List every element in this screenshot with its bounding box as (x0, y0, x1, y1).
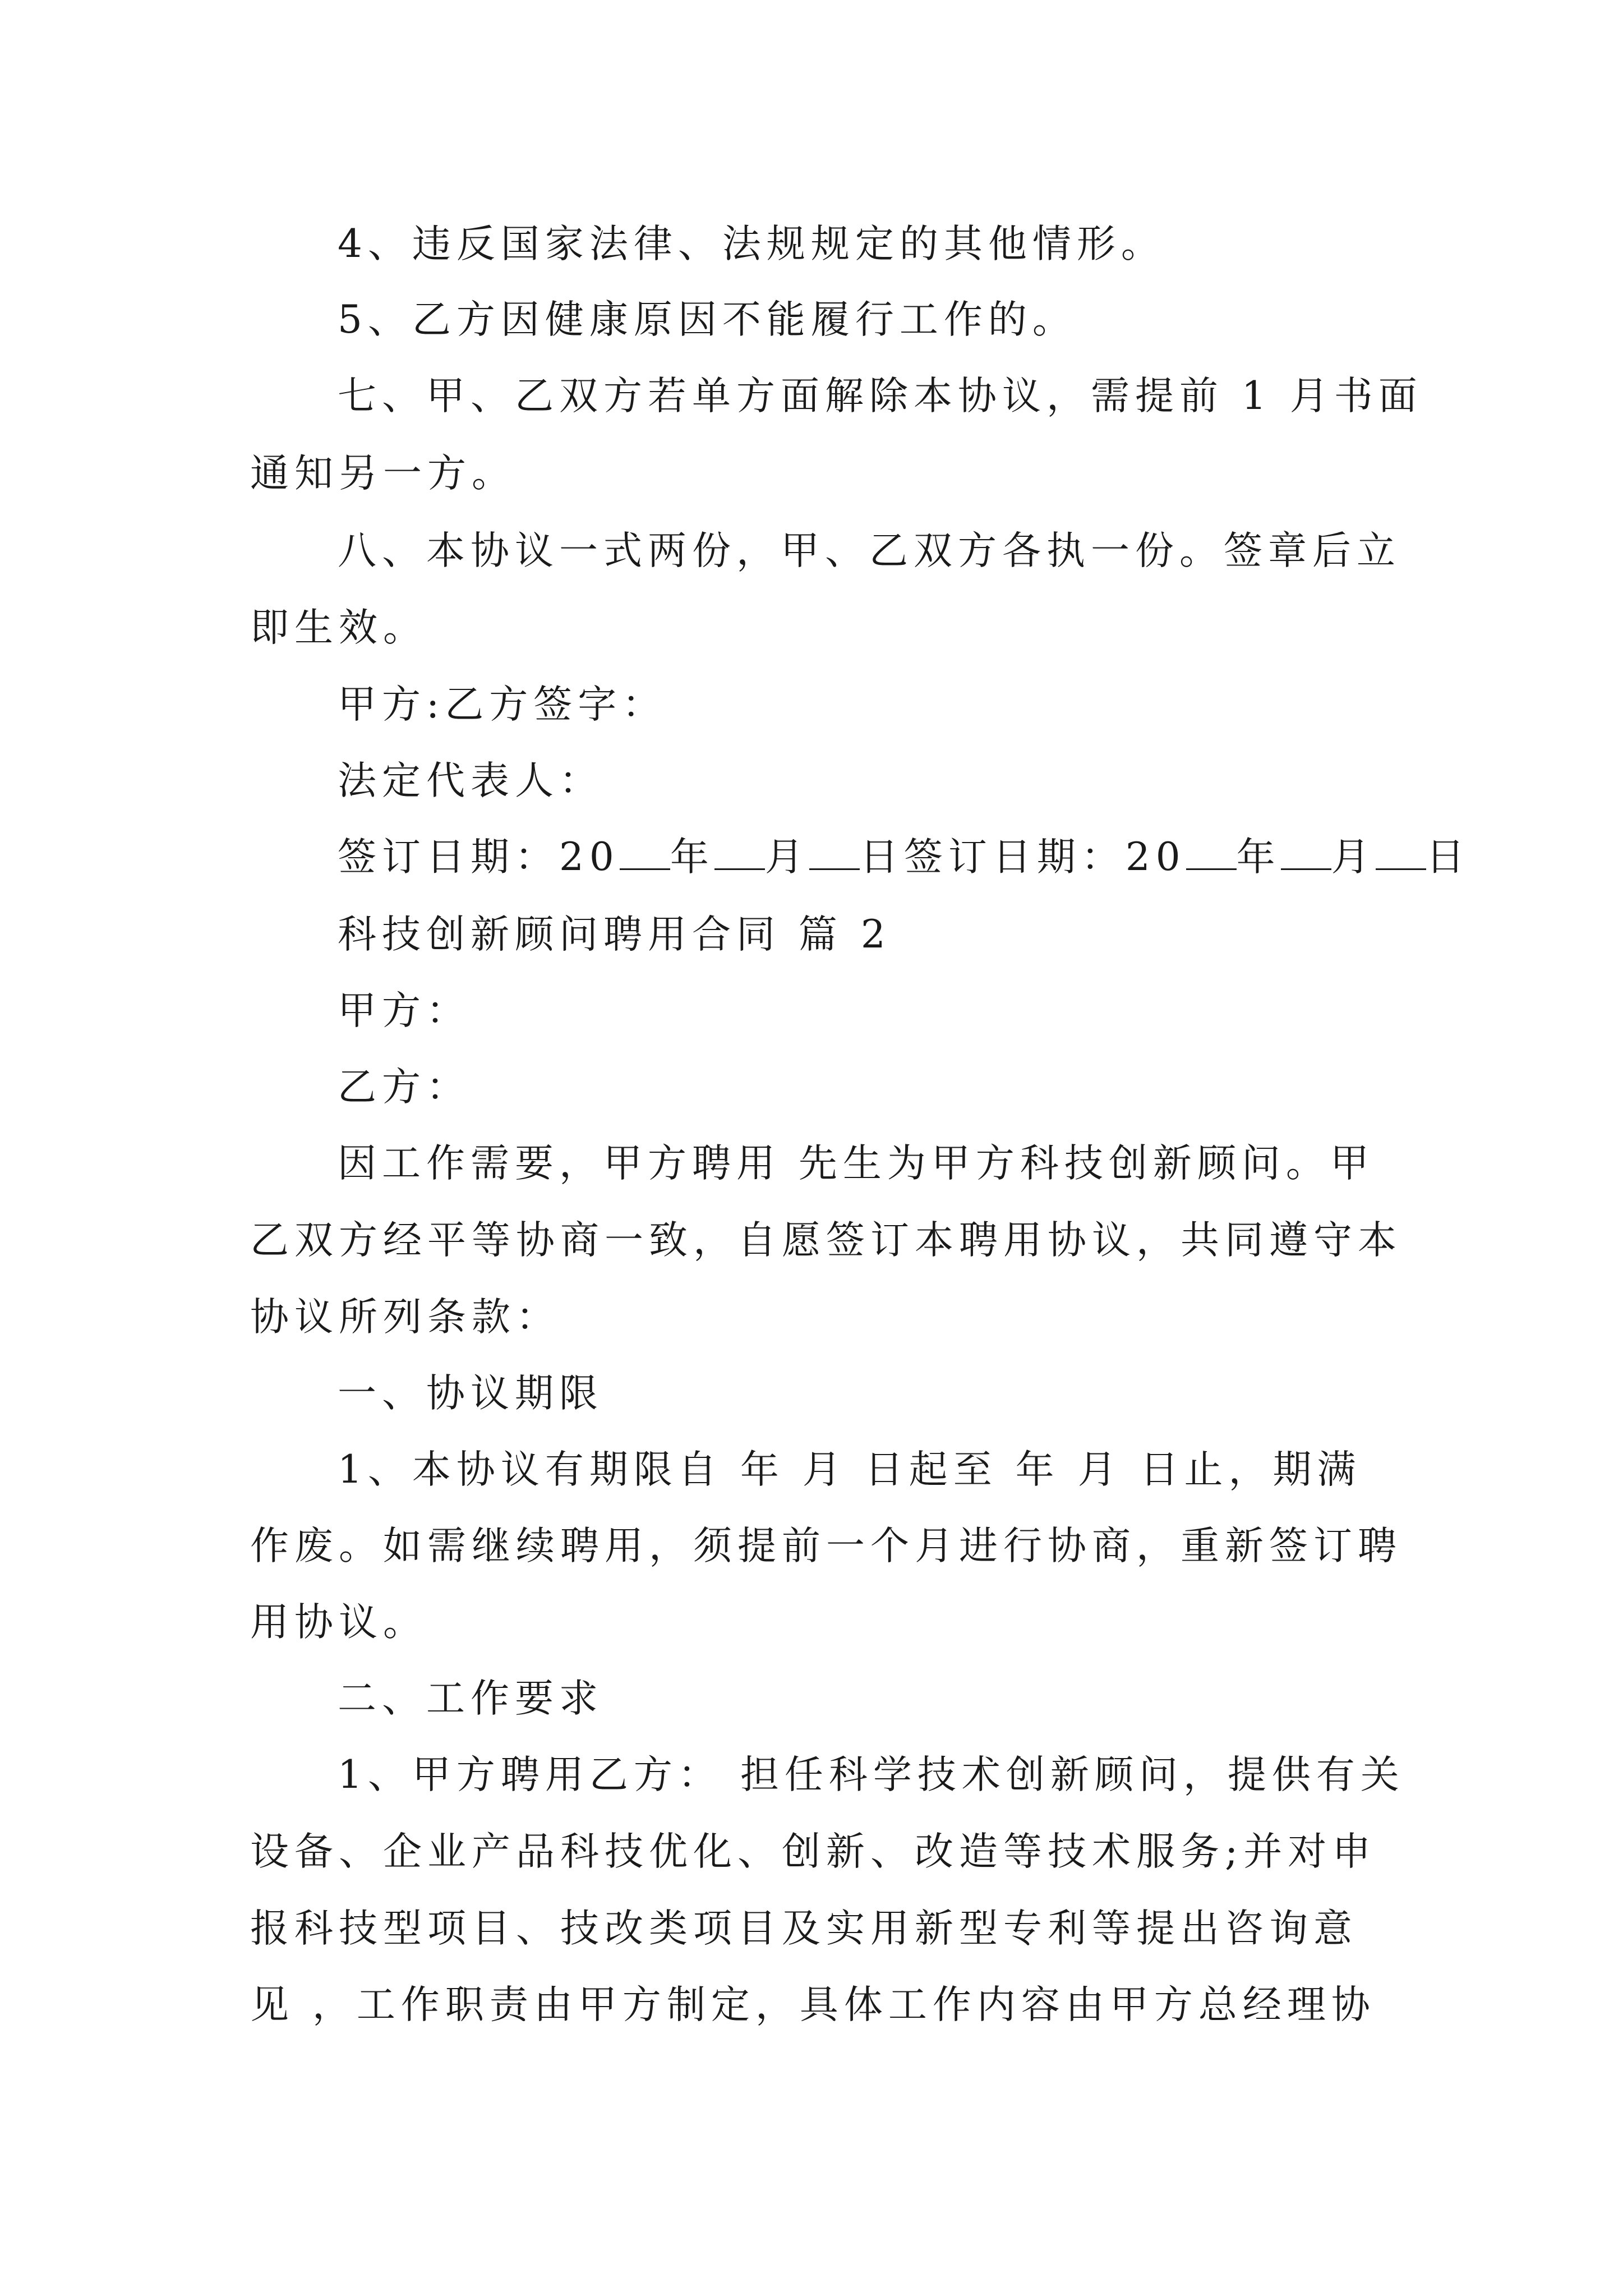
day-blank-2 (1376, 837, 1426, 870)
month-unit-2: 月 (1331, 835, 1376, 880)
heading-work-requirements: 二、工作要求 (338, 1676, 603, 1721)
day-unit-1: 日 (859, 835, 904, 880)
work-line-3: 报科技型项目、技改类项目及实用新型专利等提出咨询意 (250, 1906, 1358, 1951)
intro-line-3: 协议所列条款： (250, 1295, 560, 1340)
party-a-line: 甲方： (338, 988, 471, 1033)
term-line-3: 用协议。 (250, 1600, 427, 1645)
year-prefix-1: 20 (559, 835, 620, 880)
term-line-1: 1、本协议有期限自 年 月 日起至 年 月 日止，期满 (338, 1447, 1362, 1492)
month-unit-1: 月 (764, 835, 809, 880)
signing-date-line (338, 835, 1470, 880)
section-heading: 科技创新顾问聘用合同 篇 2 (338, 912, 891, 957)
term-line-2: 作废。如需继续聘用，须提前一个月进行协商，重新签订聘 (250, 1524, 1402, 1568)
legal-representative-line: 法定代表人： (338, 758, 603, 803)
day-unit-2: 日 (1426, 835, 1470, 880)
work-line-2: 设备、企业产品科技优化、创新、改造等技术服务;并对申 (250, 1829, 1377, 1874)
clause-5-line: 5、乙方因健康原因不能履行工作的。 (338, 297, 1077, 342)
party-signature-line: 甲方:乙方签字： (338, 682, 667, 727)
day-blank-1 (809, 837, 860, 870)
party-b-line: 乙方： (338, 1065, 471, 1110)
article-7-line-1: 七、甲、乙双方若单方面解除本协议，需提前 1 月书面 (338, 374, 1423, 418)
month-blank-2 (1281, 837, 1331, 870)
year-unit-2: 年 (1236, 835, 1281, 880)
month-blank-1 (714, 837, 765, 870)
signing-date-label-2: 签订日期： (903, 835, 1126, 880)
signing-date-label-1: 签订日期： (338, 835, 559, 880)
year-blank-2 (1186, 837, 1237, 870)
year-unit-1: 年 (670, 835, 714, 880)
intro-line-2: 乙双方经平等协商一致，自愿签订本聘用协议，共同遵守本 (250, 1218, 1402, 1263)
article-8-line-2: 即生效。 (250, 605, 427, 650)
intro-line-1: 因工作需要，甲方聘用 先生为甲方科技创新顾问。甲 (338, 1141, 1375, 1186)
year-prefix-2: 20 (1125, 835, 1186, 880)
article-8-line-1: 八、本协议一式两份，甲、乙双方各执一份。签章后立 (338, 528, 1401, 573)
work-line-1: 1、甲方聘用乙方： 担任科学技术创新顾问，提供有关 (338, 1752, 1405, 1797)
work-line-4: 见 ，工作职责由甲方制定，具体工作内容由甲方总经理协 (250, 1982, 1376, 2027)
clause-4-line: 4、违反国家法律、法规规定的其他情形。 (338, 222, 1165, 266)
article-7-line-2: 通知另一方。 (250, 451, 516, 496)
year-blank-1 (620, 837, 670, 870)
heading-term: 一、协议期限 (338, 1371, 603, 1416)
